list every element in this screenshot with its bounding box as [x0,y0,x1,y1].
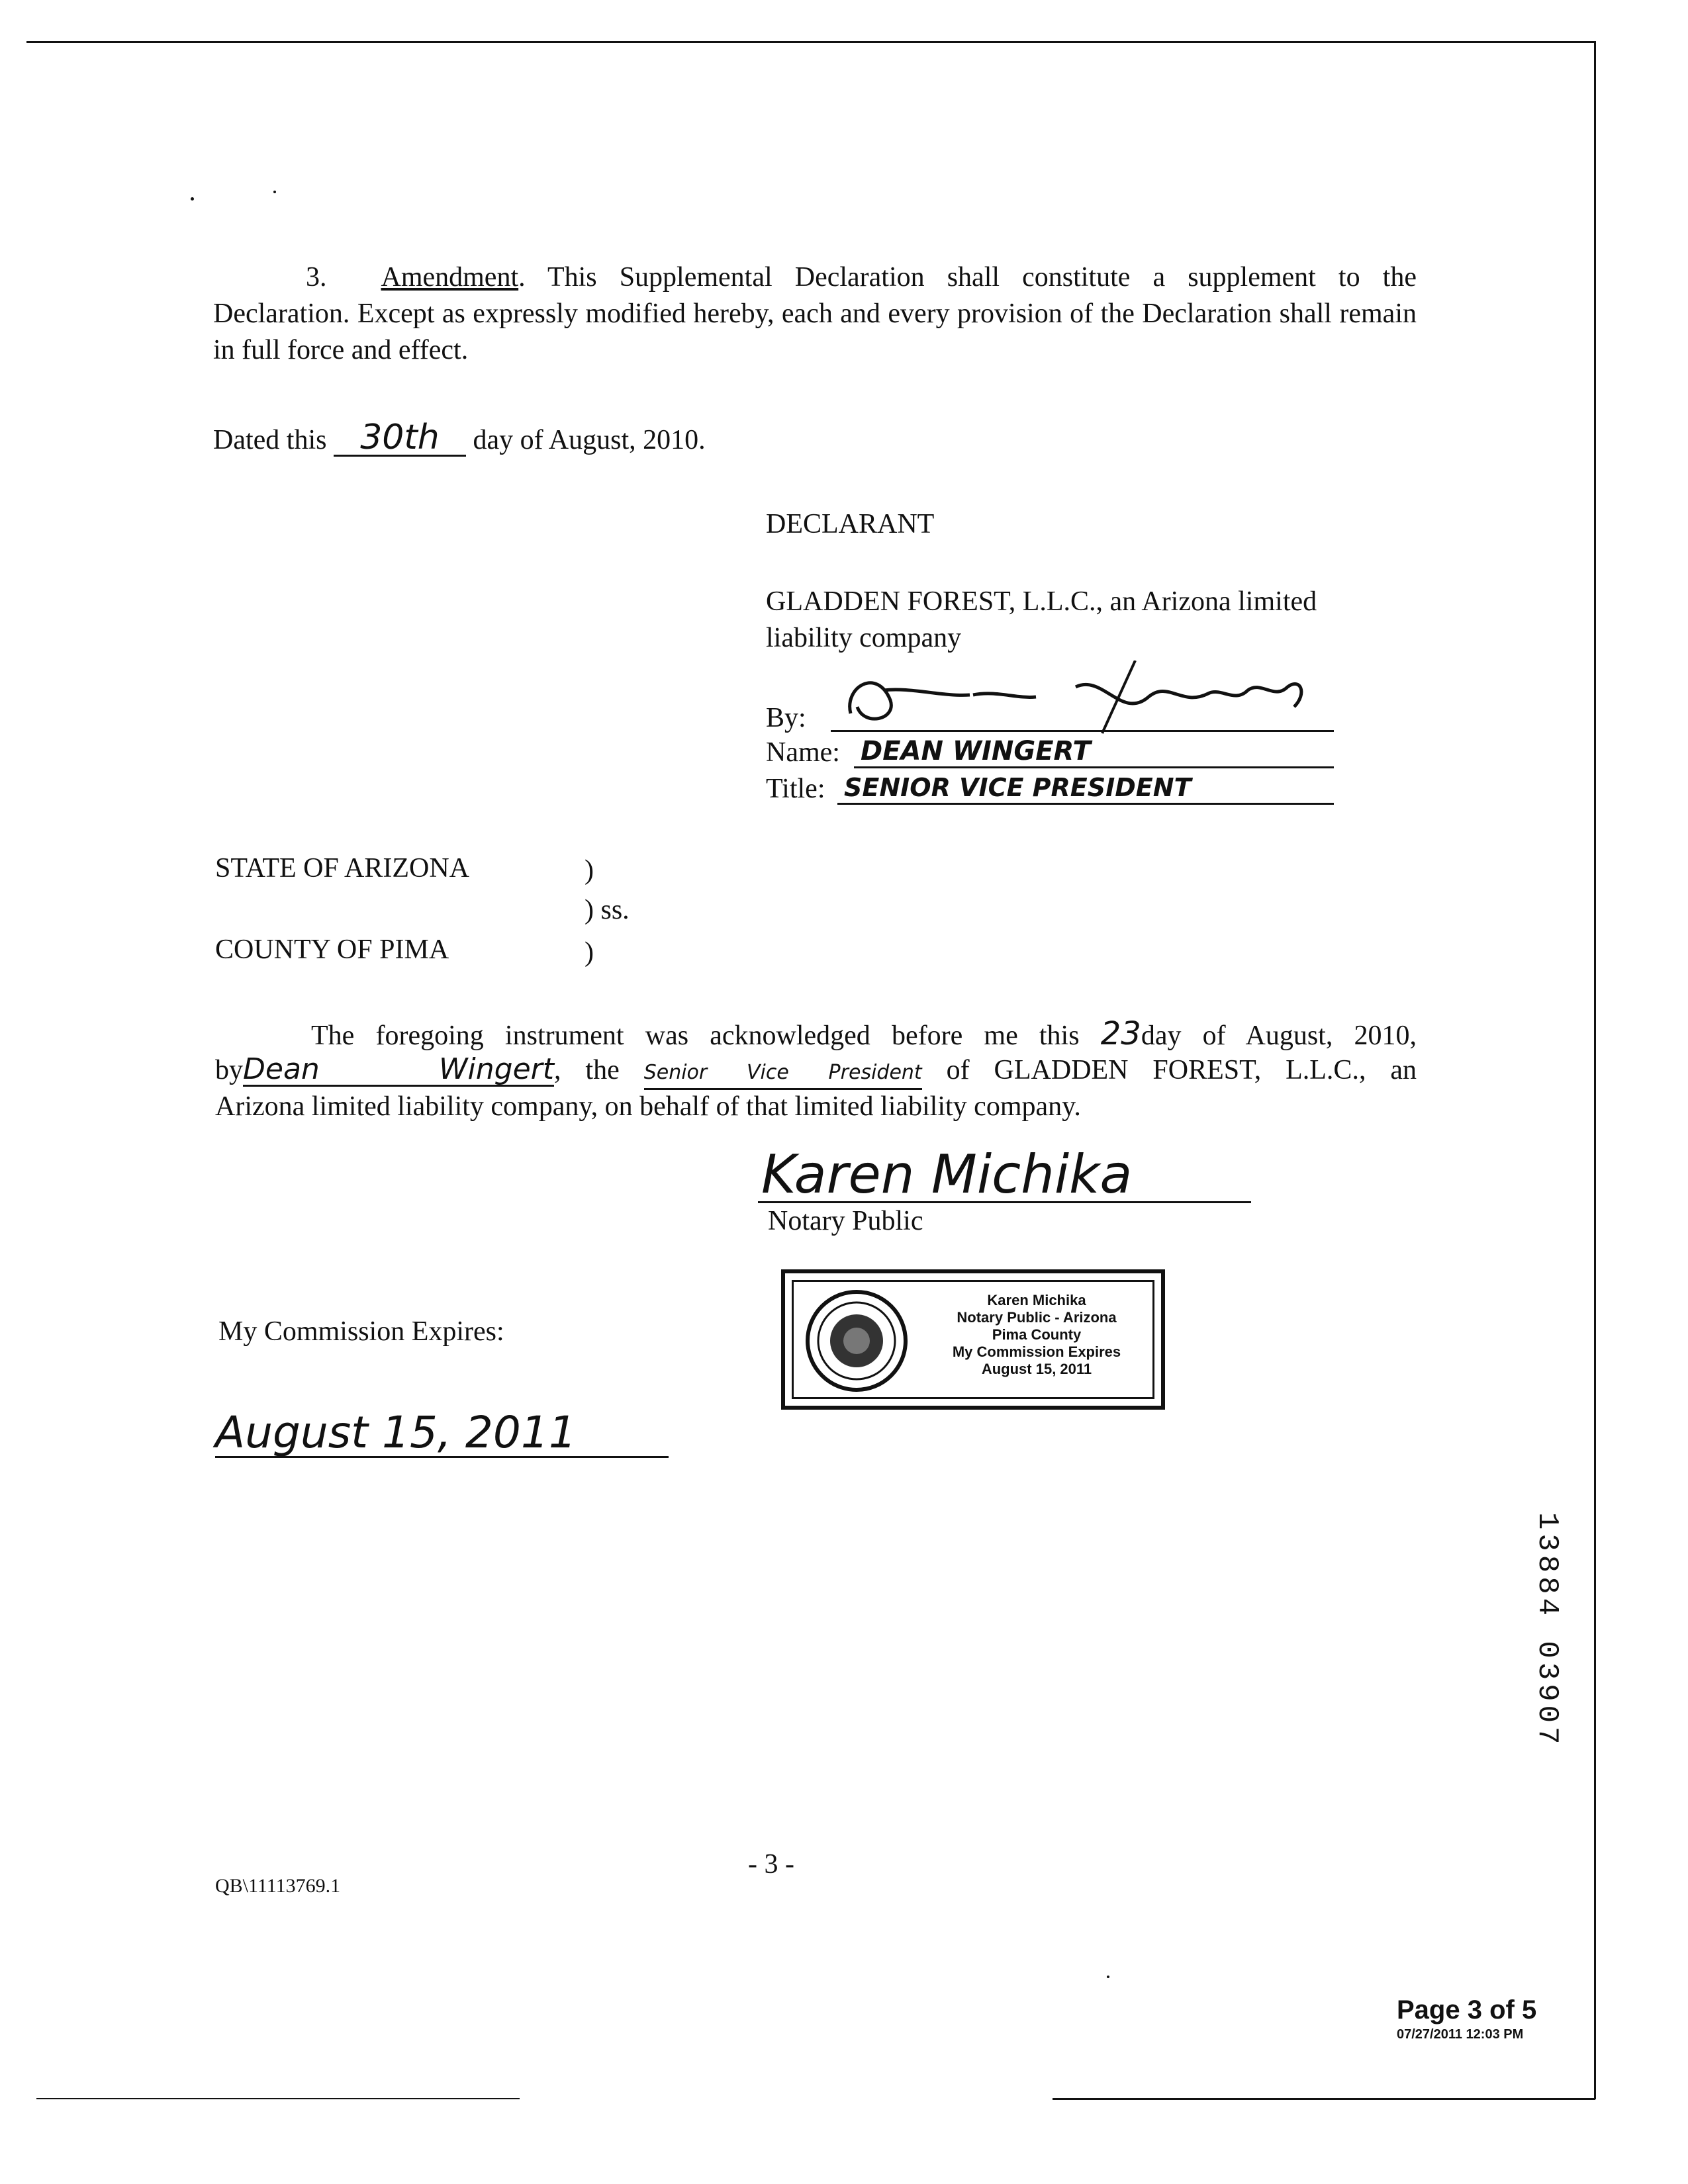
recording-number: 13884 03907 [1530,1512,1564,1749]
ack-p2: day of August, 2010, [1141,1021,1417,1051]
section-3-paragraph [213,259,1417,369]
seal-line-1: Karen Michika [987,1292,1086,1308]
venue-ss: ) ss. [585,895,630,925]
right-border [1594,41,1596,2099]
declarant-signature [837,660,1327,740]
bottom-border-left [36,2098,520,2099]
notary-seal-stamp [781,1269,1165,1410]
page-marker: - 3 - [748,1849,794,1880]
dated-day: 30th [334,420,466,457]
declarant-signature-svg [837,660,1327,737]
doc-id: QB\11113769.1 [215,1875,341,1897]
dated-line [213,420,706,459]
declarant-entity: GLADDEN FOREST, L.L.C., an Arizona limited liability company [766,586,1317,653]
arizona-seal-icon [804,1288,910,1394]
timestamp: 07/27/2011 12:03 PM [1397,2027,1524,2042]
by-label: By: [766,703,806,733]
title-value: SENIOR VICE PRESIDENT [844,773,1192,802]
ack-line-1 [311,1016,1417,1054]
commission-date: August 15, 2011 [215,1407,577,1458]
seal-text-block [917,1292,1156,1378]
venue-paren-1: ) [585,855,594,886]
scan-speck [191,197,194,201]
ack-line-3: Arizona limited liability company, on behalf of that limited liability company. [215,1091,1081,1122]
ack-the: , the [554,1055,620,1085]
scan-speck [1107,1976,1109,1978]
ack-person: Dean Wingert [243,1052,554,1086]
declarant-heading: DECLARANT [766,509,935,539]
seal-line-2: Notary Public - Arizona [957,1309,1117,1326]
name-label: Name: [766,737,840,768]
ack-p1: The foregoing instrument was acknowledged before me this [311,1021,1080,1051]
seal-line-5: August 15, 2011 [981,1361,1092,1377]
bottom-border-right [1053,2098,1595,2100]
venue-paren-2: ) [585,937,594,968]
section-heading: Amendment [381,262,519,293]
ack-by: by [215,1055,243,1085]
ack-title: Senior Vice President [644,1058,922,1090]
commission-label: My Commission Expires: [218,1316,504,1347]
dated-suffix: day of August, 2010. [473,425,706,455]
name-value: DEAN WINGERT [861,736,1091,766]
seal-line-3: Pima County [992,1326,1082,1343]
scan-speck [273,191,276,193]
ack-p3: of GLADDEN FOREST, L.L.C., an [946,1055,1417,1085]
notary-signature: Karen Michika [761,1144,1133,1205]
section-text: . This Supplemental Declaration shall constitute a supplement to the Declaration. Except as expressly modified hereby, each and every provision of the Declaration shall remain in full force and effect. [213,262,1417,365]
notary-label: Notary Public [768,1206,923,1236]
top-border [26,41,1595,43]
page-of: Page 3 of 5 [1397,1995,1537,2025]
venue-state: STATE OF ARIZONA [215,853,469,884]
title-label: Title: [766,774,825,804]
venue-county: COUNTY OF PIMA [215,934,449,965]
seal-line-4: My Commission Expires [952,1343,1121,1360]
section-number: 3. [306,262,327,293]
dated-prefix: Dated this [213,425,327,455]
ack-day: 23 [1100,1015,1141,1052]
ack-line-2 [215,1052,1417,1090]
